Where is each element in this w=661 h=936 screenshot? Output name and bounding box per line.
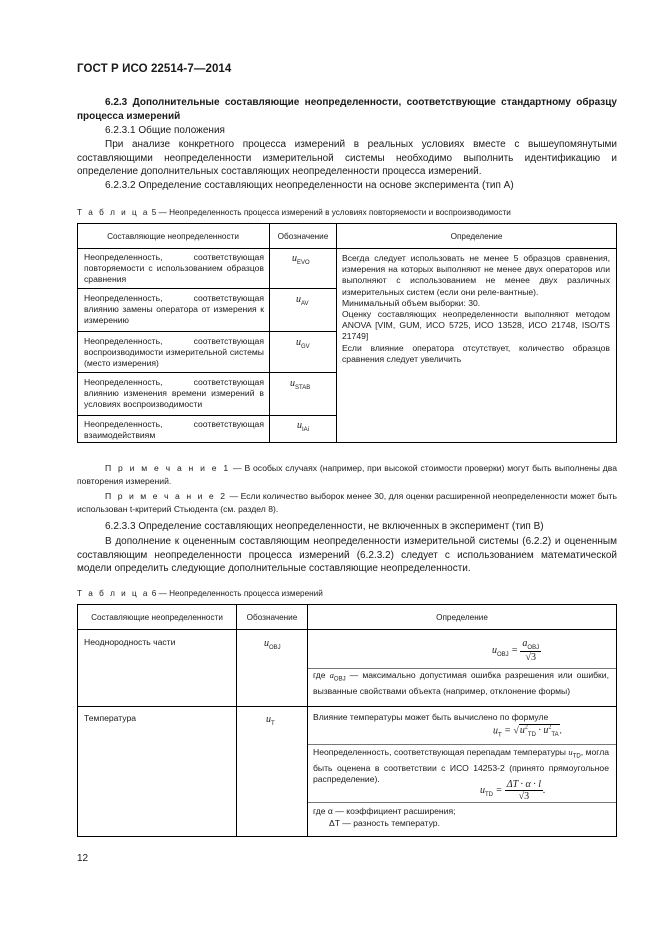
table6-row-2-mid-text: Неопределенность, соответствующая перепадам температуры $u_{TD}$, могла быть оценена в соответствии с ИСО 14253-2 (принято прямоугольное распределение). (313, 747, 610, 785)
table6-row-1-symbol: $u_{OBJ}$ (264, 638, 281, 651)
section-heading: 6.2.3 Дополнительные составляющие неопределенности, соответствующие стандартному образцу процесса измерений (77, 97, 617, 122)
subsection-6233-text: В дополнение к оцененным составляющим неопределенности измерительной системы (6.2.2) и оцененным составляющим неопределенности процесса измерений (6.2.3.2) следует с использованием математической модели определить следующие дополнительные составляющие неопределенности. (77, 536, 617, 575)
table5-caption: Т а б л и ц а 5 — Неопределенность процесса измерений в условиях повторяемости и воспроизводимости (77, 208, 511, 217)
table5-header-definition: Определение (450, 232, 503, 241)
table6-caption: Т а б л и ц а 6 — Неопределенность процесса измерений (77, 589, 323, 598)
table5-row-3-symbol: $u_{GV}$ (296, 337, 310, 350)
table6-row-2-where-2: ΔT — разность температур. (329, 818, 440, 828)
table5-row-4-symbol: $u_{STAB}$ (290, 378, 311, 391)
table6-row-2-where-1: где α — коэффициент расширения; (313, 806, 456, 816)
table6-header-component: Составляющие неопределенности (91, 613, 223, 622)
table6-header-definition: Определение (436, 613, 488, 622)
table6-header-symbol: Обозначение (246, 613, 298, 622)
table6-row-1-component: Неоднородность части (84, 637, 176, 647)
table5-row-4-component: Неопределенность, соответствующая влиянию изменения времени измерений в условиях воспроизводимости (84, 377, 264, 410)
formula-u-td: $u_{TD}$ = $\frac{\Delta T \cdot \alpha \cdot l}{√3}$ . (480, 779, 546, 802)
table5-row-5-component: Неопределенность, соответствующая взаимодействиям (84, 419, 264, 441)
table5-row-1-symbol: $u_{EVO}$ (292, 253, 310, 266)
formula-u-t: $u_T = √u^2_{TD} \cdot u^2_{TA}$. (493, 725, 563, 739)
table6-row-2-symbol: $u_T$ (266, 714, 275, 727)
note-1: П р и м е ч а н и е 1 — В особых случаях (например, при высокой стоимости проверки) могут быть выполнены два повторения измерений. (77, 463, 618, 486)
table5-row-5-symbol: $u_{IAi}$ (297, 420, 310, 433)
table5-row-1-component: Неопределенность, соответствующая повторяемости с использованием образцов сравнения (84, 252, 264, 285)
subsection-6233-title: 6.2.3.3 Определение составляющих неопределенности, не включенных в эксперимент (тип В) (105, 521, 544, 532)
subsection-6231-title: 6.2.3.1 Общие положения (105, 125, 225, 136)
table5-header-symbol: Обозначение (277, 232, 329, 241)
table5-row-3-component: Неопределенность, соответствующая воспроизводимости измерительной системы (место измерения) (84, 336, 264, 369)
note-2: П р и м е ч а н и е 2 — Если количество выборок менее 30, для оценки расширенной неопределенности может быть использован t-критерий Стьюдента (см. раздел 8). (77, 491, 618, 514)
formula-u-obj: $u_{OBJ}$ = $\frac{a_{OBJ}}{√3}$ (492, 638, 540, 663)
table5-definition: Всегда следует использовать не менее 5 образцов сравнения, измерения на которых выполняют не менее двух операторов или выполняют с использованием не менее двух различных измерительных систем (если они реле-вантные). Минимальный объем выборки: 30. Оценку составляющих неопределенности выполняют методом ANOVA [VIM, GUM, ИСО 5725, ИСО 13528, ИСО 21748, ISO/TS 21749] Если влияние оператора отсутствует, количество образцов сравнения следует увеличить (342, 253, 610, 364)
page-number: 12 (77, 853, 89, 864)
table6-row-2-intro: Влияние температуры может быть вычислено по формуле (313, 712, 549, 722)
standard-header: ГОСТ Р ИСО 22514-7—2014 (77, 63, 232, 75)
table6-row-2-component: Температура (84, 713, 137, 723)
subsection-6232-title: 6.2.3.2 Определение составляющих неопределенности на основе эксперимента (тип А) (105, 180, 514, 191)
table6-row-1-definition: где $a_{OBJ}$ — максимально допустимая ошибка разрешения или ошибки, вызванные свойствами объекта (например, отклонение формы) (313, 670, 609, 696)
table5-row-2-component: Неопределенность, соответствующая влиянию замены оператора от измерения к измерению (84, 293, 264, 326)
subsection-6231-text: При анализе конкретного процесса измерений в реальных условиях вместе с вышеупомянутыми составляющими неопределенности измерительной системы необходимо выполнить идентификацию и определение дополнительных составляющих неопределенности процесса измерений. (77, 139, 617, 178)
table5-row-2-symbol: $u_{AV}$ (296, 294, 309, 307)
table5-header-component: Составляющие неопределенности (107, 232, 239, 241)
